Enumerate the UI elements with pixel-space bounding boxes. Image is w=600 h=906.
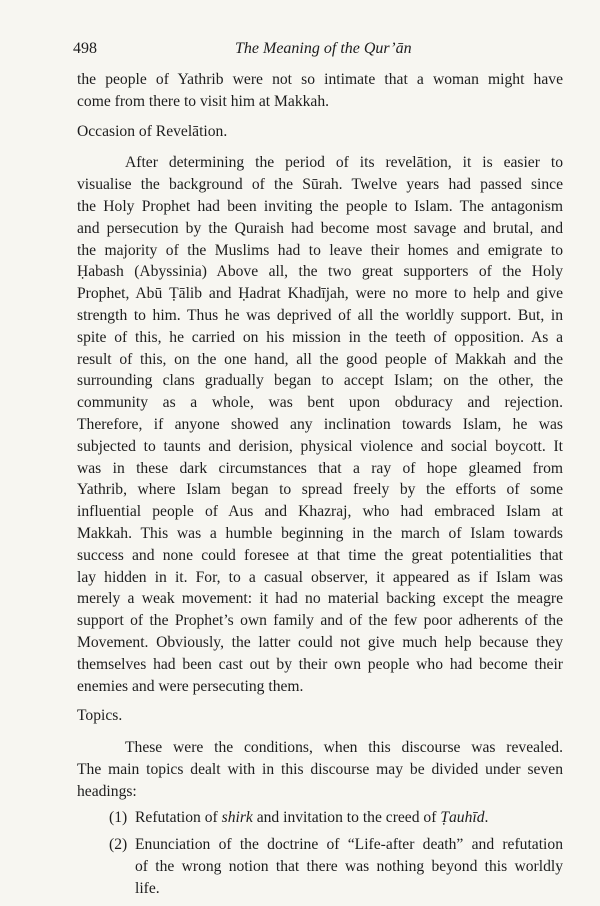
text-line: success and none could foresee at that time the great potentialities that bbox=[77, 546, 563, 564]
list-number: (1) bbox=[109, 808, 128, 826]
text-line: was in these dark circumstances that a ray of hope gleamed from bbox=[77, 459, 563, 477]
text-line: Yathrib, where Islam began to spread freely by the efforts of some bbox=[77, 481, 563, 499]
text-line: the Holy Prophet had been inviting the people to Islam. The antagonism bbox=[77, 197, 563, 215]
text-line: strength to him. Thus he was deprived of all the worldly support. But, in bbox=[77, 306, 563, 324]
text-line: Movement. Obviously, the latter could not give much help because they bbox=[77, 633, 563, 651]
text-line: Therefore, if anyone showed any inclination towards Islam, he was bbox=[77, 415, 563, 433]
page-body bbox=[77, 69, 563, 906]
text-line: subjected to taunts and derision, physical violence and social boycott. It bbox=[77, 437, 563, 455]
section-heading-occasion: Occasion of Revelātion. bbox=[77, 122, 228, 140]
list-item bbox=[77, 807, 563, 829]
text-line: After determining the period of its revelātion, it is easier to bbox=[125, 154, 563, 172]
text-line: the majority of the Muslims had to leave their homes and emigrate to bbox=[77, 241, 563, 259]
text-line: Enunciation of the doctrine of “Life-after death” and refutation bbox=[135, 836, 563, 854]
text-span: Refutation of bbox=[135, 808, 222, 826]
text-line: influential people of Aus and Khazraj, who had embraced Islam at bbox=[77, 503, 563, 521]
page-header bbox=[73, 40, 560, 62]
text-line: merely a weak movement: it had no material backing except the meagre bbox=[77, 590, 563, 608]
page-number: 498 bbox=[73, 40, 97, 57]
text-line: visualise the background of the Sūrah. Twelve years had passed since bbox=[77, 176, 563, 194]
text-line: surrounding clans gradually began to accept Islam; on the other, the bbox=[77, 372, 563, 390]
text-line: and persecution by the Quraish had become most savage and brutal, and bbox=[77, 219, 563, 237]
occasion-paragraph bbox=[77, 152, 563, 697]
text-line: result of this, on the one hand, all the good people of Makkah and the bbox=[77, 350, 563, 368]
list-number: (2) bbox=[109, 836, 128, 854]
text-line: enemies and were persecuting them. bbox=[77, 677, 304, 695]
text-line: themselves had been cast out by their own people who had become their bbox=[77, 655, 563, 673]
topics-list bbox=[77, 807, 563, 900]
text-line: Prophet, Abū Ṭālib and Ḥadrat Khadījah, were no more to help and give bbox=[77, 285, 563, 303]
text-line: the people of Yathrib were not so intimate that a woman might have bbox=[77, 71, 563, 88]
running-title: The Meaning of the Qur’ān bbox=[235, 40, 412, 57]
section-heading-topics: Topics. bbox=[77, 707, 123, 725]
text-line: headings: bbox=[77, 782, 137, 800]
text-span: . bbox=[484, 808, 489, 826]
text-line: Ḥabash (Abyssinia) Above all, the two great supporters of the Holy bbox=[77, 263, 563, 281]
text-line: spite of this, he carried on his mission in the teeth of opposition. As a bbox=[77, 328, 563, 346]
text-line: The main topics dealt with in this discourse may be divided under seven bbox=[77, 760, 563, 778]
topics-paragraph bbox=[77, 737, 563, 802]
text-span: and invitation to the creed of bbox=[252, 808, 441, 826]
text-line: These were the conditions, when this discourse was revealed. bbox=[125, 739, 563, 757]
text-line: Makkah. This was a humble beginning in the march of Islam towards bbox=[77, 524, 563, 542]
text-line: community as a whole, was bent upon obduracy and rejection. bbox=[77, 394, 563, 412]
text-line: support of the Prophet’s own family and of the few poor adherents of the bbox=[77, 612, 563, 630]
text-line: life. bbox=[135, 879, 160, 897]
text-line: lay hidden in it. For, to a casual observer, it appeared as if Islam was bbox=[77, 568, 563, 586]
list-item bbox=[77, 834, 563, 899]
list-text bbox=[135, 807, 563, 829]
italic-term: shirk bbox=[221, 808, 253, 826]
text-line: come from there to visit him at Makkah. bbox=[77, 92, 330, 110]
text-line: of the wrong notion that there was nothing beyond this worldly bbox=[135, 858, 563, 876]
italic-term: Ṭauhīd bbox=[440, 808, 485, 826]
continuation-paragraph bbox=[77, 69, 563, 113]
